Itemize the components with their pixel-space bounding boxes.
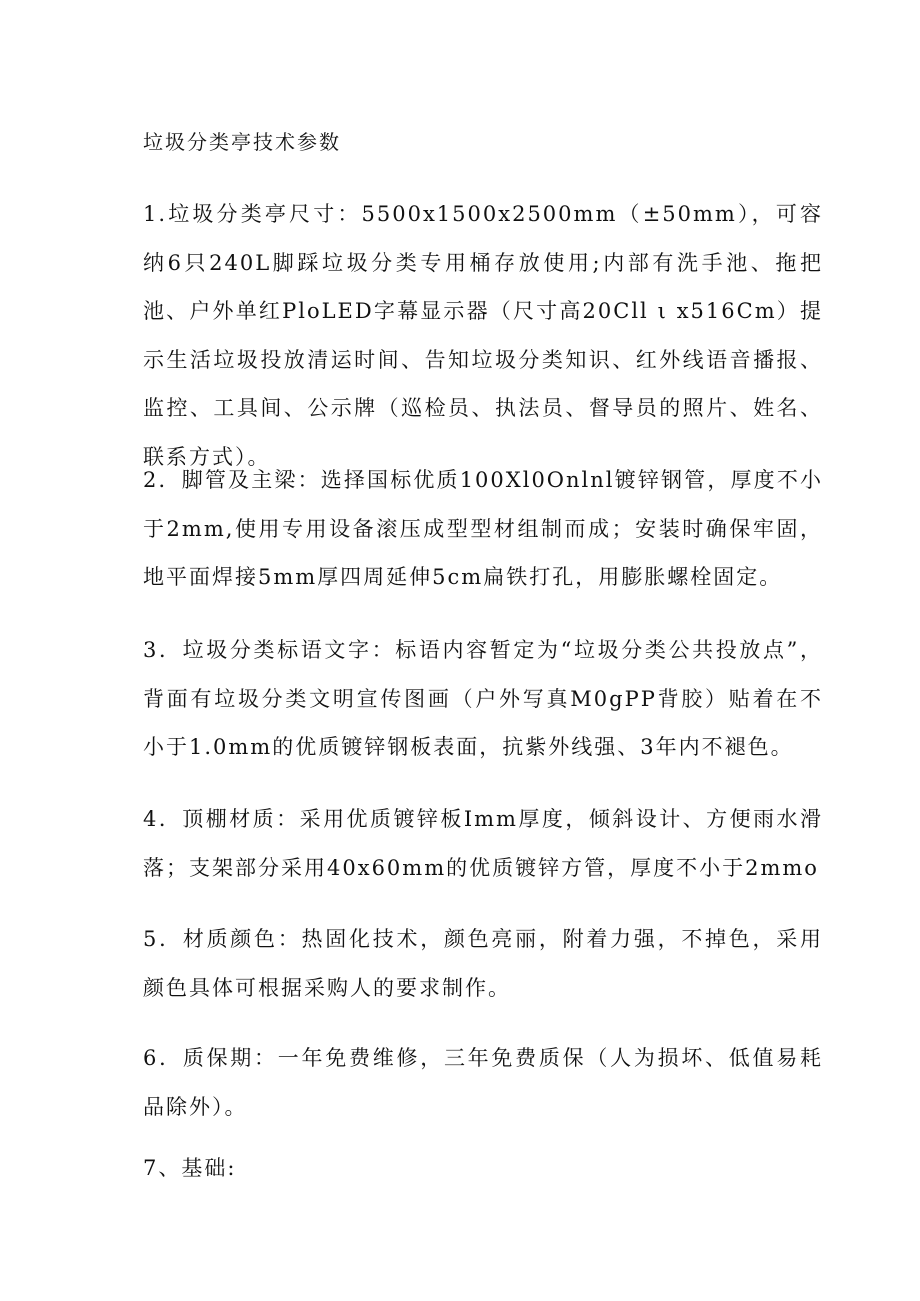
- paragraph-material-color: 5．材质颜色：热固化技术，颜色亮丽，附着力强，不掉色，采用颜色具体可根据采购人的要求制作。: [143, 927, 823, 1000]
- paragraph-slogan-text: 3．垃圾分类标语文字：标语内容暂定为“垃圾分类公共投放点”，背面有垃圾分类文明宣传图画（户外写真M0gPP背胶）贴着在不小于1.0mm的优质镀锌钢板表面，抗紫外线强、3年内不褪色。: [143, 638, 823, 759]
- document-title: 垃圾分类亭技术参数: [143, 130, 341, 154]
- paragraph-roof-material: 4．顶棚材质：采用优质镀锌板Imm厚度，倾斜设计、方便雨水滑落；支架部分采用40x60mm的优质镀锌方管，厚度不小于2mmo: [143, 807, 823, 880]
- paragraph-pipe-beam: 2．脚管及主梁：选择国标优质100Xl0Onlnl镀锌钢管，厚度不小于2mm,使用专用设备滚压成型型材组制而成；安装时确保牢固，地平面焊接5mm厚四周延伸5cm扁铁打孔，用膨胀螺栓固定。: [143, 468, 823, 589]
- paragraph-size-spec: 1.垃圾分类亭尺寸：5500x1500x2500mm（±50mm），可容纳6只240L脚踩垃圾分类专用桶存放使用;内部有洗手池、拖把池、户外单红PloLED字幕显示器（尺寸高20Cll ι x516Cm）提示生活垃圾投放清运时间、告知垃圾分类知识、红外线语音播报、监控、工具间、公示牌（巡检员、执法员、督导员的照片、姓名、联系方式）。: [143, 202, 823, 469]
- paragraph-warranty: 6．质保期：一年免费维修，三年免费质保（人为损坏、低值易耗品除外）。: [143, 1046, 823, 1119]
- paragraph-foundation: 7、基础:: [143, 1156, 237, 1180]
